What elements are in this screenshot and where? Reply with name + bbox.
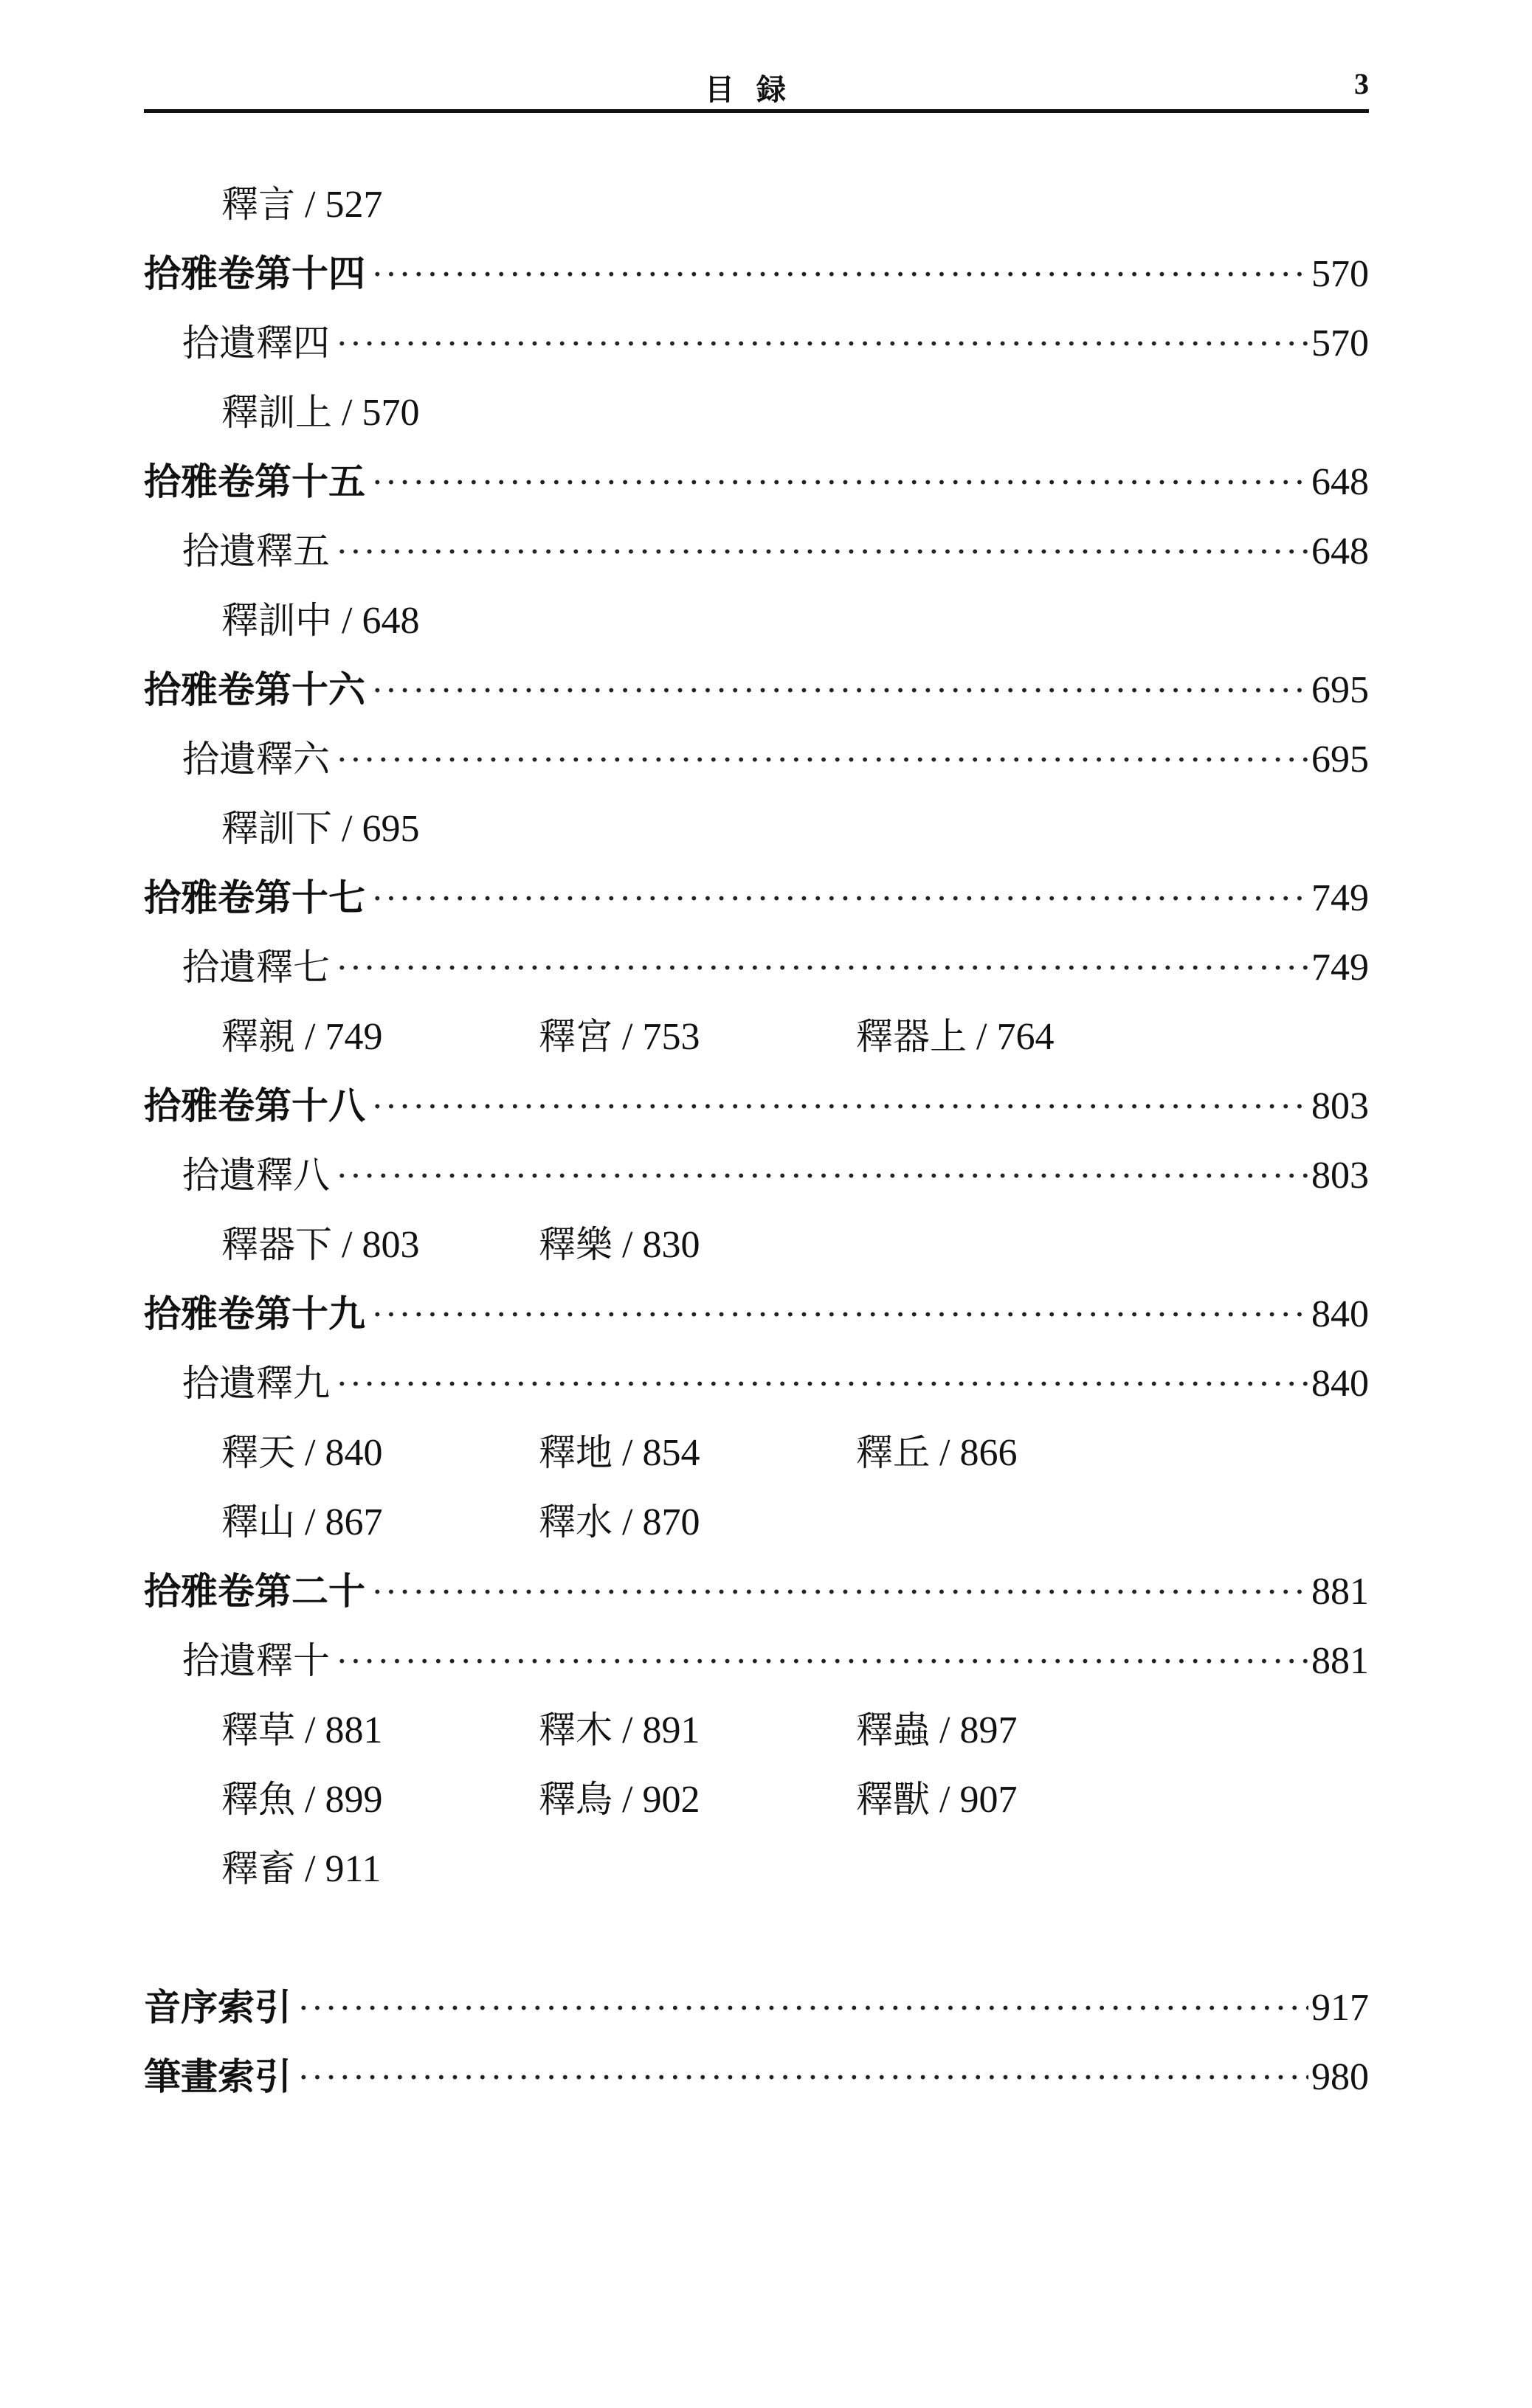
entry-label: 拾遺釋七 <box>182 946 330 989</box>
subentry-page-number: 891 <box>642 1709 700 1751</box>
dot-leader <box>336 1349 1308 1418</box>
header-page-number: 3 <box>1354 67 1369 100</box>
entry-page-number: 695 <box>1311 738 1369 781</box>
entry-label: 拾雅卷第十六 <box>144 668 365 711</box>
dot-leader <box>371 1279 1308 1349</box>
entry-label: 音序索引 <box>144 1986 291 2029</box>
subentry-page-number: 764 <box>996 1016 1055 1058</box>
entry-page-number: 803 <box>1311 1155 1369 1197</box>
subentry-page-number: 803 <box>362 1224 420 1266</box>
subentry-separator: / <box>332 1224 362 1266</box>
toc-subentry[interactable] <box>539 1487 856 1557</box>
entry-page-number: 648 <box>1311 461 1369 503</box>
toc-subentry[interactable] <box>539 1210 856 1279</box>
toc-subentry-row <box>144 170 1369 239</box>
dot-leader <box>336 516 1308 586</box>
entry-page-number: 917 <box>1311 1987 1369 2029</box>
dot-leader <box>371 863 1308 933</box>
entry-label: 拾遺釋九 <box>182 1362 330 1405</box>
dot-leader <box>371 655 1308 724</box>
subentry-separator: / <box>613 1224 643 1266</box>
table-of-contents <box>144 170 1369 2111</box>
subentry-label: 釋魚 <box>221 1778 295 1821</box>
subentry-page-number: 897 <box>959 1709 1018 1751</box>
toc-subentry[interactable] <box>539 1002 856 1071</box>
entry-page-number: 749 <box>1311 877 1369 919</box>
toc-subentry[interactable] <box>539 1695 856 1765</box>
subentry-label: 釋訓下 <box>221 807 332 850</box>
subentry-separator: / <box>295 1779 325 1821</box>
toc-chapter-entry[interactable] <box>144 447 1369 516</box>
dot-leader <box>336 933 1308 1002</box>
toc-subentry[interactable] <box>221 1765 539 1834</box>
toc-subentry-row <box>144 586 1369 655</box>
header-rule <box>144 109 1369 113</box>
subentry-separator: / <box>295 1709 325 1751</box>
subentry-page-number: 753 <box>642 1016 700 1058</box>
subentry-separator: / <box>295 184 325 226</box>
subentry-separator: / <box>332 600 362 642</box>
dot-leader <box>371 1071 1308 1141</box>
subentry-separator: / <box>930 1779 960 1821</box>
toc-section-entry[interactable] <box>144 933 1369 1002</box>
entry-label: 拾雅卷第二十 <box>144 1570 365 1613</box>
toc-chapter-entry[interactable] <box>144 655 1369 724</box>
dot-leader <box>371 1557 1308 1626</box>
header-title: 目録 <box>705 73 808 107</box>
subentry-page-number: 899 <box>325 1779 383 1821</box>
entry-page-number: 881 <box>1311 1571 1369 1613</box>
toc-section-entry[interactable] <box>144 1626 1369 1695</box>
entry-page-number: 840 <box>1311 1363 1369 1405</box>
toc-subentry-row <box>144 1695 1369 1765</box>
subentry-separator: / <box>613 1016 643 1058</box>
subentry-separator: / <box>295 1848 325 1890</box>
toc-subentry-row <box>144 1487 1369 1557</box>
subentry-label: 釋蟲 <box>856 1709 930 1751</box>
subentry-separator: / <box>613 1501 643 1543</box>
entry-label: 拾雅卷第十九 <box>144 1293 365 1335</box>
toc-chapter-entry[interactable] <box>144 1071 1369 1141</box>
subentry-label: 釋親 <box>221 1015 295 1058</box>
toc-subentry-row <box>144 794 1369 863</box>
subentry-label: 釋獸 <box>856 1778 930 1821</box>
entry-label: 拾遺釋十 <box>182 1639 330 1682</box>
dot-leader <box>336 724 1308 794</box>
subentry-label: 釋地 <box>539 1431 613 1474</box>
toc-subentry[interactable] <box>856 1002 1173 1071</box>
dot-leader <box>371 447 1308 516</box>
toc-chapter-entry[interactable] <box>144 2042 1369 2111</box>
running-header <box>144 59 1369 111</box>
entry-label: 拾遺釋六 <box>182 738 330 781</box>
entry-label: 拾遺釋五 <box>182 530 330 572</box>
entry-page-number: 803 <box>1311 1085 1369 1127</box>
subentry-page-number: 866 <box>959 1432 1018 1474</box>
toc-chapter-entry[interactable] <box>144 1973 1369 2042</box>
subentry-label: 釋水 <box>539 1501 613 1543</box>
toc-section-entry[interactable] <box>144 1349 1369 1418</box>
subentry-label: 釋丘 <box>856 1431 930 1474</box>
entry-label: 拾雅卷第十四 <box>144 252 365 295</box>
toc-subentry[interactable] <box>856 1695 1173 1765</box>
dot-leader <box>336 308 1308 378</box>
entry-label: 拾遺釋四 <box>182 322 330 364</box>
toc-section-entry[interactable] <box>144 516 1369 586</box>
subentry-separator: / <box>930 1432 960 1474</box>
toc-subentry[interactable] <box>856 1418 1173 1487</box>
subentry-label: 釋訓中 <box>221 599 332 642</box>
subentry-label: 釋木 <box>539 1709 613 1751</box>
section-gap <box>144 1903 1369 1973</box>
subentry-separator: / <box>295 1016 325 1058</box>
toc-subentry-row <box>144 1418 1369 1487</box>
toc-subentry[interactable] <box>221 1695 539 1765</box>
subentry-separator: / <box>613 1779 643 1821</box>
subentry-separator: / <box>332 808 362 850</box>
subentry-page-number: 830 <box>642 1224 700 1266</box>
entry-page-number: 840 <box>1311 1293 1369 1335</box>
subentry-page-number: 749 <box>325 1016 383 1058</box>
subentry-page-number: 854 <box>642 1432 700 1474</box>
subentry-label: 釋言 <box>221 183 295 226</box>
subentry-page-number: 902 <box>642 1779 700 1821</box>
subentry-label: 釋畜 <box>221 1847 295 1890</box>
toc-subentry-row <box>144 378 1369 447</box>
entry-label: 拾遺釋八 <box>182 1154 330 1197</box>
entry-page-number: 881 <box>1311 1640 1369 1682</box>
toc-section-entry[interactable] <box>144 308 1369 378</box>
toc-subentry[interactable] <box>221 1002 539 1071</box>
subentry-separator: / <box>295 1501 325 1543</box>
subentry-page-number: 840 <box>325 1432 383 1474</box>
subentry-separator: / <box>332 392 362 434</box>
subentry-label: 釋器下 <box>221 1223 332 1266</box>
subentry-separator: / <box>967 1016 997 1058</box>
subentry-page-number: 911 <box>325 1848 382 1890</box>
subentry-label: 釋山 <box>221 1501 295 1543</box>
toc-chapter-entry[interactable] <box>144 1279 1369 1349</box>
entry-label: 拾雅卷第十五 <box>144 460 365 503</box>
toc-subentry[interactable] <box>221 378 539 447</box>
toc-subentry[interactable] <box>856 1765 1173 1834</box>
subentry-page-number: 527 <box>325 184 383 226</box>
subentry-label: 釋樂 <box>539 1223 613 1266</box>
dot-leader <box>336 1141 1308 1210</box>
toc-chapter-entry[interactable] <box>144 1557 1369 1626</box>
subentry-label: 釋鳥 <box>539 1778 613 1821</box>
dot-leader <box>297 2042 1308 2111</box>
toc-subentry[interactable] <box>539 1418 856 1487</box>
toc-subentry[interactable] <box>221 1487 539 1557</box>
dot-leader <box>336 1626 1308 1695</box>
subentry-separator: / <box>930 1709 960 1751</box>
dot-leader <box>297 1973 1308 2042</box>
toc-subentry-row <box>144 1210 1369 1279</box>
toc-chapter-entry[interactable] <box>144 863 1369 933</box>
entry-page-number: 570 <box>1311 253 1369 295</box>
entry-page-number: 980 <box>1311 2056 1369 2098</box>
toc-subentry[interactable] <box>221 1418 539 1487</box>
toc-subentry[interactable] <box>221 794 539 863</box>
subentry-separator: / <box>613 1709 643 1751</box>
subentry-label: 釋宮 <box>539 1015 613 1058</box>
toc-section-entry[interactable] <box>144 1141 1369 1210</box>
subentry-page-number: 648 <box>362 600 420 642</box>
entry-page-number: 749 <box>1311 947 1369 989</box>
subentry-separator: / <box>295 1432 325 1474</box>
toc-subentry[interactable] <box>221 1834 539 1903</box>
subentry-page-number: 881 <box>325 1709 383 1751</box>
toc-subentry[interactable] <box>221 170 539 239</box>
subentry-separator: / <box>613 1432 643 1474</box>
entry-page-number: 648 <box>1311 530 1369 572</box>
toc-subentry[interactable] <box>221 586 539 655</box>
entry-label: 筆畫索引 <box>144 2055 291 2098</box>
subentry-label: 釋器上 <box>856 1015 967 1058</box>
entry-label: 拾雅卷第十七 <box>144 876 365 919</box>
toc-subentry-row <box>144 1765 1369 1834</box>
entry-page-number: 570 <box>1311 322 1369 364</box>
toc-subentry-row <box>144 1834 1369 1903</box>
toc-subentry-row <box>144 1002 1369 1071</box>
subentry-label: 釋草 <box>221 1709 295 1751</box>
subentry-label: 釋天 <box>221 1431 295 1474</box>
subentry-page-number: 570 <box>362 392 420 434</box>
dot-leader <box>371 239 1308 308</box>
subentry-page-number: 870 <box>642 1501 700 1543</box>
entry-label: 拾雅卷第十八 <box>144 1084 365 1127</box>
toc-subentry[interactable] <box>539 1765 856 1834</box>
entry-page-number: 695 <box>1311 669 1369 711</box>
subentry-page-number: 907 <box>959 1779 1018 1821</box>
toc-chapter-entry[interactable] <box>144 239 1369 308</box>
subentry-page-number: 867 <box>325 1501 383 1543</box>
toc-section-entry[interactable] <box>144 724 1369 794</box>
subentry-page-number: 695 <box>362 808 420 850</box>
subentry-label: 釋訓上 <box>221 391 332 434</box>
toc-subentry[interactable] <box>221 1210 539 1279</box>
